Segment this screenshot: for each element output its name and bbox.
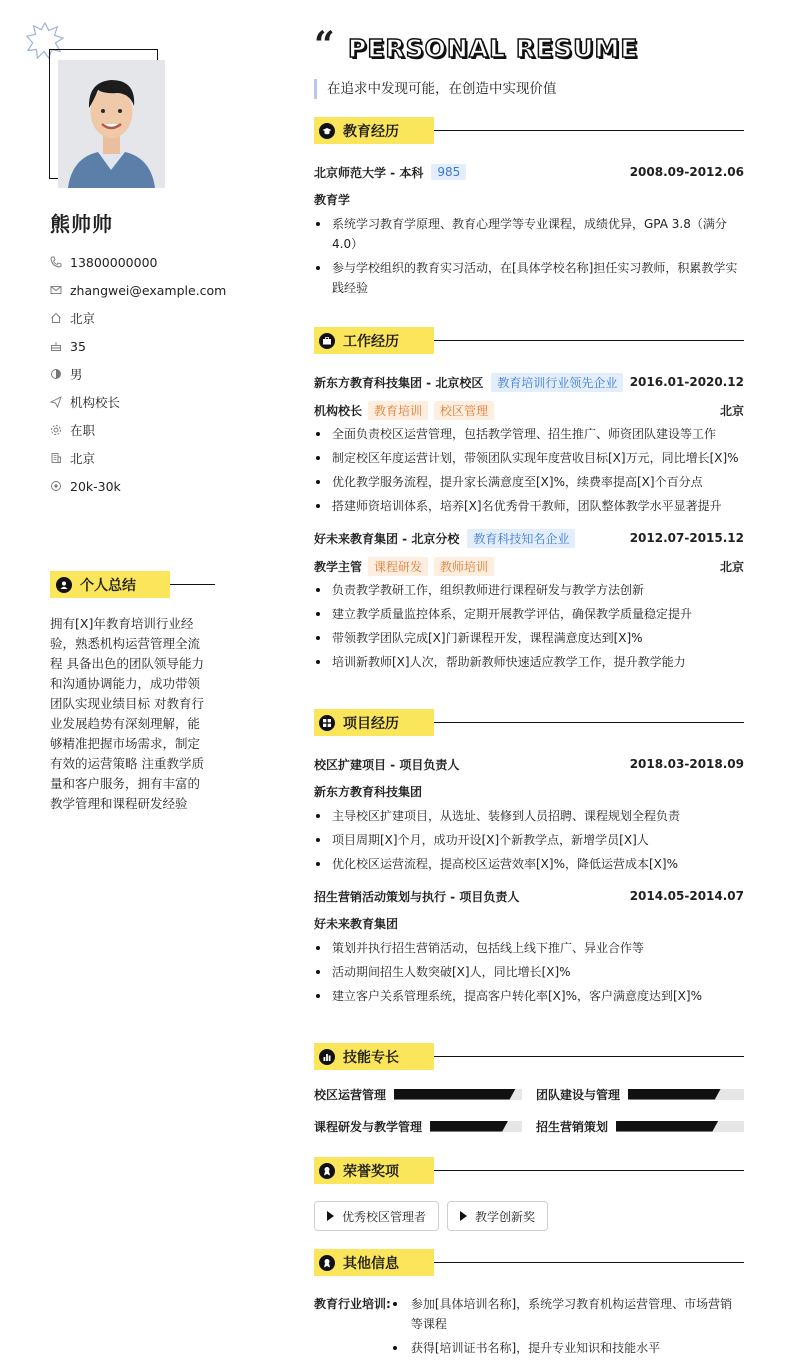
gender: 男 <box>70 367 83 382</box>
skills-grid <box>314 1084 744 1136</box>
list-item: 系统学习教育学原理、教育心理学等专业课程，成绩优异，GPA 3.8（满分4.0） <box>314 214 744 254</box>
user-icon <box>56 577 72 593</box>
skill-bar <box>628 1089 744 1100</box>
coin-icon <box>50 480 62 492</box>
company-name: 好未来教育集团 - 北京分校 <box>314 531 460 546</box>
work-title: 工作经历 <box>343 333 399 350</box>
phone-icon <box>50 256 62 268</box>
school-name: 北京师范大学 - 本科 <box>314 165 424 180</box>
sidebar <box>0 0 240 1365</box>
school-tag: 985 <box>431 164 466 180</box>
phone-row <box>50 248 226 276</box>
age-row <box>50 332 226 360</box>
project-entry <box>314 750 744 874</box>
skill-name: 团队建设与管理 <box>536 1087 621 1102</box>
skill-item <box>314 1084 522 1104</box>
other-section <box>314 1249 744 1362</box>
summary-text: 拥有[X]年教育培训行业经验，熟悉机构运营管理全流程 具备出色的团队领导能力和沟通协调能力，成功带领团队实现业绩目标 对教育行业发展趋势有深刻理解，能够精准把握市场需求，制定有效的运营策略 注重教学质量和客户服务，拥有丰富的教学管理和课程研发经验 <box>50 616 204 811</box>
awards-list <box>314 1201 744 1231</box>
education-period: 2008.09-2012.06 <box>629 165 744 179</box>
job-entry <box>314 524 744 672</box>
other-title: 其他信息 <box>343 1255 399 1272</box>
contact-info-list <box>50 248 226 500</box>
awards-section <box>314 1157 744 1231</box>
skill-tag: 教师培训 <box>434 557 494 576</box>
list-item: 策划并执行招生营销活动，包括线上线下推广、异业合作等 <box>314 938 744 958</box>
skill-tag: 校区管理 <box>434 401 494 420</box>
salary-expectation: 20k-30k <box>70 478 121 494</box>
other-header <box>314 1249 744 1276</box>
list-item: 项目周期[X]个月，成功开设[X]个新教学点，新增学员[X]人 <box>314 830 744 850</box>
company-name: 新东方教育科技集团 - 北京校区 <box>314 375 484 390</box>
list-item: 负责教学教研工作，组织教师进行课程研发与教学方法创新 <box>314 580 744 600</box>
target-position: 机构校长 <box>70 395 121 410</box>
skills-section <box>314 1043 744 1136</box>
skill-tag: 教育培训 <box>368 401 428 420</box>
education-title: 教育经历 <box>343 123 399 140</box>
gender-icon <box>50 368 62 380</box>
education-bullets <box>314 214 744 298</box>
quote-mark: “ <box>314 24 335 66</box>
email-address: zhangwei@example.com <box>70 282 227 298</box>
candidate-name: 熊帅帅 <box>50 212 113 236</box>
project-name: 招生营销活动策划与执行 - 项目负责人 <box>314 889 520 904</box>
play-icon <box>460 1211 467 1221</box>
gender-row <box>50 360 226 388</box>
award-chip[interactable] <box>447 1201 548 1231</box>
project-org: 好未来教育集团 <box>314 917 399 931</box>
list-item: 带领教学团队完成[X]门新课程开发，课程满意度达到[X]% <box>314 628 744 648</box>
gear-icon <box>50 424 62 436</box>
award-icon <box>319 1255 335 1271</box>
list-item: 优化教学服务流程，提升家长满意度至[X]%，续费率提高[X]个百分点 <box>314 472 744 492</box>
projects-section <box>314 709 744 1010</box>
other-bullets <box>391 1294 744 1362</box>
work-header <box>314 327 744 354</box>
project-period: 2018.03-2018.09 <box>629 757 744 771</box>
resume-headline: PERSONAL RESUME <box>348 34 639 63</box>
skill-bar <box>616 1121 744 1132</box>
major: 教育学 <box>314 193 351 207</box>
job-bullets <box>314 424 744 516</box>
job-role: 教学主管 <box>314 559 363 574</box>
award-chip[interactable] <box>314 1201 439 1231</box>
skill-item <box>536 1084 744 1104</box>
send-icon <box>50 396 62 408</box>
skills-header <box>314 1043 744 1070</box>
divider <box>170 584 215 585</box>
projects-title: 项目经历 <box>343 715 399 732</box>
job-entry <box>314 368 744 516</box>
skill-item <box>536 1116 744 1136</box>
summary-section-header <box>50 571 215 598</box>
skill-bar <box>394 1089 522 1100</box>
job-city: 北京 <box>719 559 744 574</box>
status-row <box>50 416 226 444</box>
work-section <box>314 327 744 676</box>
other-info <box>314 1294 744 1362</box>
job-period: 2012.07-2015.12 <box>629 531 744 545</box>
skill-bar-fill <box>628 1089 721 1100</box>
list-item: 参加[具体培训名称]，系统学习教育机构运营管理、市场营销等课程 <box>391 1294 744 1334</box>
graduation-cap-icon <box>319 123 335 139</box>
skill-bar-fill <box>616 1121 718 1132</box>
list-item: 培训新教师[X]人次，帮助新教师快速适应教学工作，提升教学能力 <box>314 652 744 672</box>
bar-chart-icon <box>319 1049 335 1065</box>
job-role: 机构校长 <box>314 403 363 418</box>
awards-title: 荣誉奖项 <box>343 1163 399 1180</box>
play-icon <box>327 1211 334 1221</box>
award-label: 教学创新奖 <box>475 1209 536 1224</box>
education-section <box>314 117 744 302</box>
company-tag: 教育培训行业领先企业 <box>491 373 623 392</box>
other-label: 教育行业培训: <box>314 1297 391 1311</box>
cake-icon <box>50 340 62 352</box>
salary-row <box>50 472 226 500</box>
education-header <box>314 117 744 144</box>
list-item: 建立客户关系管理系统，提高客户转化率[X]%，客户满意度达到[X]% <box>314 986 744 1006</box>
summary-title: 个人总结 <box>80 577 136 594</box>
target-city: 北京 <box>70 451 96 466</box>
target-city-row <box>50 444 226 472</box>
skill-item <box>314 1116 522 1136</box>
job-city: 北京 <box>719 403 744 418</box>
list-item: 制定校区年度运营计划，带领团队实现年度营收目标[X]万元，同比增长[X]% <box>314 448 744 468</box>
email-row <box>50 276 226 304</box>
employment-status: 在职 <box>70 423 96 438</box>
location-row <box>50 304 226 332</box>
skill-name: 课程研发与教学管理 <box>314 1119 423 1134</box>
project-bullets <box>314 938 744 1006</box>
project-name: 校区扩建项目 - 项目负责人 <box>314 757 460 772</box>
skill-bar-fill <box>394 1089 516 1100</box>
position-row <box>50 388 226 416</box>
skill-bar-fill <box>430 1121 508 1132</box>
skill-tag: 课程研发 <box>368 557 428 576</box>
location: 北京 <box>70 311 96 326</box>
list-item: 活动期间招生人数突破[X]人，同比增长[X]% <box>314 962 744 982</box>
award-label: 优秀校区管理者 <box>342 1209 427 1224</box>
list-item: 全面负责校区运营管理，包括教学管理、招生推广、师资团队建设等工作 <box>314 424 744 444</box>
skill-name: 招生营销策划 <box>536 1119 609 1134</box>
award-icon <box>319 1163 335 1179</box>
phone-number: 13800000000 <box>70 254 158 270</box>
project-org: 新东方教育科技集团 <box>314 785 423 799</box>
list-item: 建立教学质量监控体系，定期开展教学评估，确保教学质量稳定提升 <box>314 604 744 624</box>
list-item: 主导校区扩建项目，从选址、装修到人员招聘、课程规划全程负责 <box>314 806 744 826</box>
skill-name: 校区运营管理 <box>314 1087 387 1102</box>
company-tag: 教育科技知名企业 <box>467 529 575 548</box>
building-icon <box>50 452 62 464</box>
home-icon <box>50 312 62 324</box>
mail-icon <box>50 284 62 296</box>
age: 35 <box>70 338 86 354</box>
list-item: 参与学校组织的教育实习活动，在[具体学校名称]担任实习教师，积累教学实践经验 <box>314 258 744 298</box>
projects-header <box>314 709 744 736</box>
list-item: 优化校区运营流程，提高校区运营效率[X]%，降低运营成本[X]% <box>314 854 744 874</box>
briefcase-icon <box>319 333 335 349</box>
grid-icon <box>319 715 335 731</box>
job-bullets <box>314 580 744 672</box>
project-period: 2014.05-2014.07 <box>629 889 744 903</box>
skills-title: 技能专长 <box>343 1049 399 1066</box>
project-bullets <box>314 806 744 874</box>
motto: 在追求中发现可能，在创造中实现价值 <box>314 79 557 99</box>
education-row <box>314 158 744 186</box>
list-item: 获得[培训证书名称]，提升专业知识和技能水平 <box>391 1338 744 1358</box>
project-entry <box>314 882 744 1006</box>
awards-header <box>314 1157 744 1184</box>
job-period: 2016.01-2020.12 <box>629 375 744 389</box>
skill-bar <box>430 1121 522 1132</box>
list-item: 搭建师资培训体系，培养[X]名优秀骨干教师，团队整体教学水平显著提升 <box>314 496 744 516</box>
avatar-photo <box>58 60 165 188</box>
